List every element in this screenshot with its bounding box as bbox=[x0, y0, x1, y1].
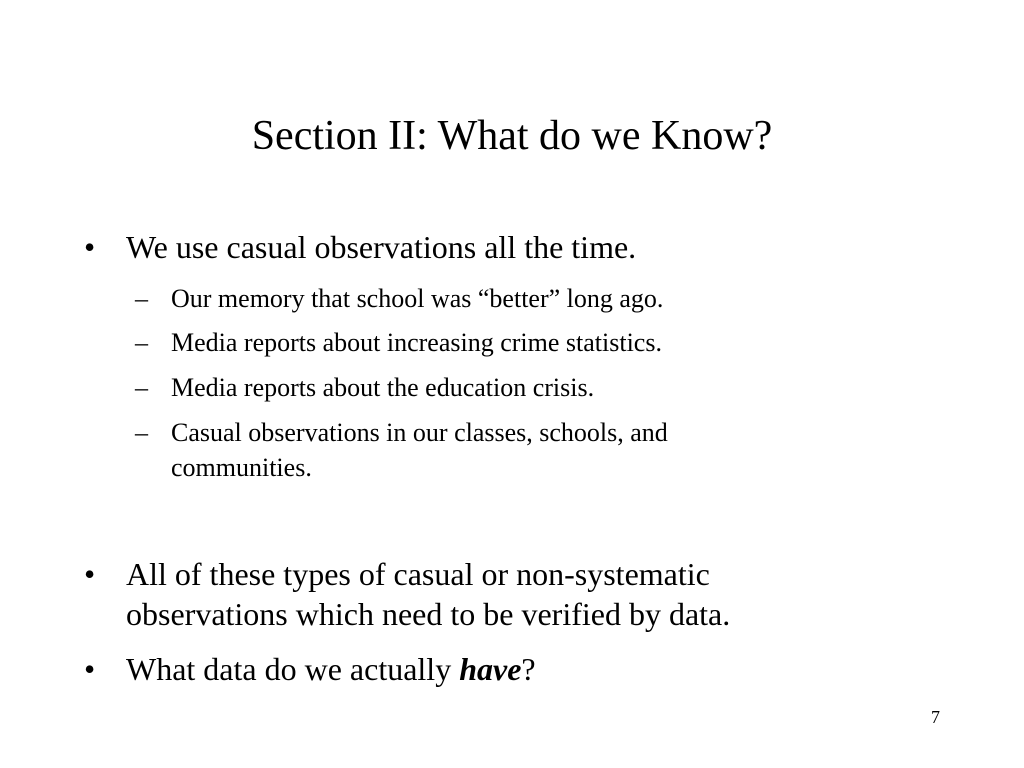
sub-item-text: Media reports about increasing crime statistics. bbox=[171, 328, 662, 357]
page-number: 7 bbox=[931, 707, 940, 727]
bullet-marker: • bbox=[84, 651, 96, 687]
bullet-marker: • bbox=[84, 229, 96, 265]
bullet-text-line2: observations which need to be verified by data. bbox=[126, 596, 731, 632]
slide-title: Section II: What do we Know? bbox=[251, 113, 773, 159]
bullet-marker: • bbox=[84, 556, 96, 592]
sub-item-text: Media reports about the education crisis. bbox=[171, 373, 595, 402]
sub-item-text: Our memory that school was “better” long ago. bbox=[171, 284, 664, 313]
bullet-text bbox=[126, 650, 926, 688]
bullet-text: We use casual observations all the time. bbox=[126, 229, 637, 265]
sub-marker: – bbox=[135, 373, 148, 402]
bullet-text-emphasis: have bbox=[459, 651, 522, 687]
bullet-text-prefix: What data do we actually bbox=[126, 651, 460, 687]
sub-item-text-line2: communities. bbox=[171, 453, 312, 482]
sub-item-text-line1: Casual observations in our classes, schools, and bbox=[171, 418, 668, 447]
bullet-text-suffix: ? bbox=[521, 651, 536, 687]
sub-marker: – bbox=[135, 418, 148, 447]
bullet-text-line1: All of these types of casual or non-systematic bbox=[126, 556, 710, 592]
sub-marker: – bbox=[135, 284, 148, 313]
sub-marker: – bbox=[135, 328, 148, 357]
